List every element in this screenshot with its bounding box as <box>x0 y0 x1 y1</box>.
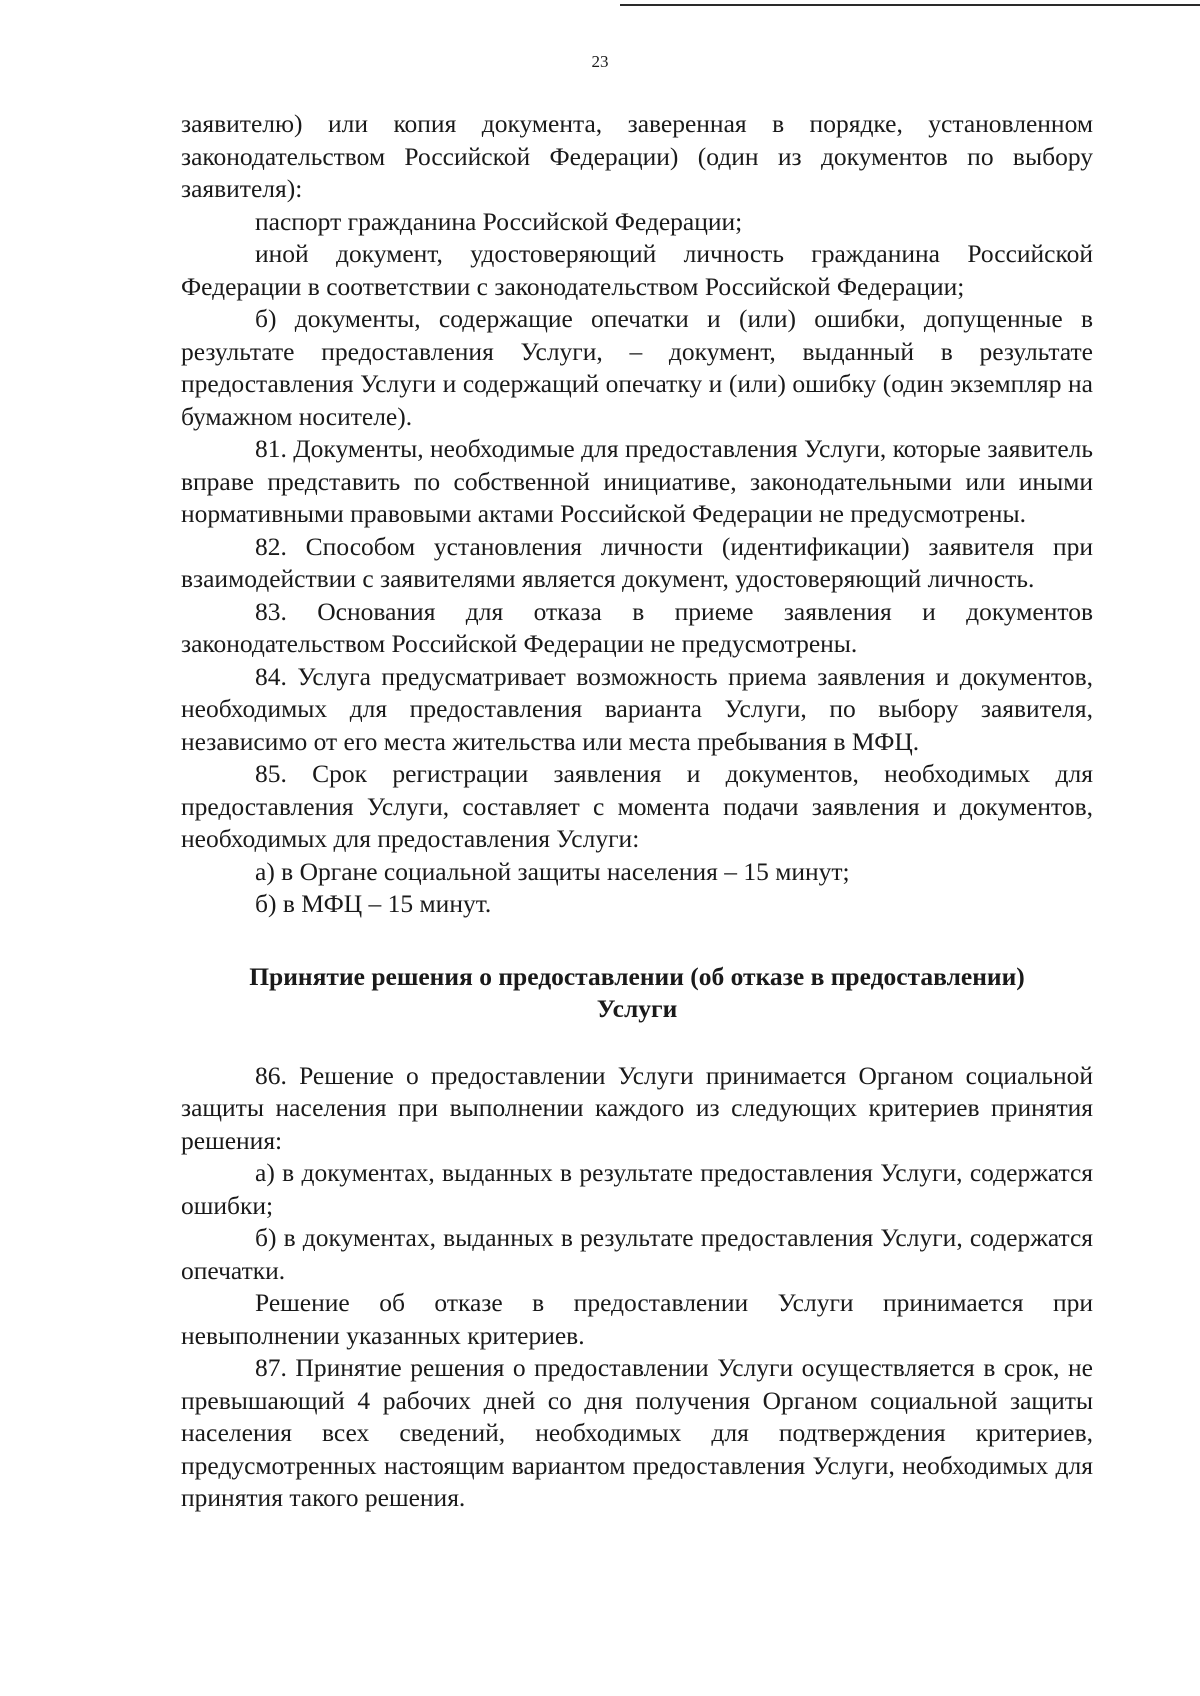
paragraph-86-item-a: а) в документах, выданных в результате предоставления Услуги, содержатся ошибки; <box>181 1158 1093 1220</box>
paragraph-83: 83. Основания для отказа в приеме заявления и документов законодательством Российской Федерации не предусмотрены. <box>181 596 1093 658</box>
paragraph-82: 82. Способом установления личности (идентификации) заявителя при взаимодействии с заявителями является документ, удостоверяющий личность. <box>181 531 1093 593</box>
document-body <box>181 108 1093 1515</box>
top-border-line <box>620 4 1200 6</box>
paragraph-81: 81. Документы, необходимые для предоставления Услуги, которые заявитель вправе представить по собственной инициативе, законодательными или иными нормативными правовыми актами Российской Федерации не предусмотрены. <box>181 434 1093 528</box>
paragraph-86: 86. Решение о предоставлении Услуги принимается Органом социальной защиты населения при выполнении каждого из следующих критериев принятия решения: <box>181 1060 1093 1155</box>
list-item-other-id: иной документ, удостоверяющий личность гражданина Российской Федерации в соответствии с законодательством Российской Федерации; <box>181 239 1093 301</box>
paragraph-87: 87. Принятие решения о предоставлении Услуги осуществляется в срок, не превышающий 4 рабочих дней со дня получения Органом социальной защиты населения всех сведений, необходимых для подтверждения критериев, предусмотренных настоящим вариантом предоставления Услуги, необходимых для принятия такого решения. <box>181 1353 1093 1512</box>
list-item-passport: паспорт гражданина Российской Федерации; <box>255 206 743 236</box>
section-heading-line1: Принятие решения о предоставлении (об отказе в предоставлении) <box>249 961 1025 991</box>
page-number: 23 <box>591 52 609 71</box>
paragraph-85-item-a: а) в Органе социальной защиты населения – 15 минут; <box>255 856 850 886</box>
section-heading-line2: Услуги <box>596 994 678 1023</box>
paragraph-85-item-b: б) в МФЦ – 15 минут. <box>255 889 492 918</box>
paragraph-item-b-errors: б) документы, содержащие опечатки и (или) ошибки, допущенные в результате предоставления Услуги, – документ, выданный в результате предоставления Услуги и содержащий опечатку и (или) ошибку (один экземпляр на бумажном носителе). <box>181 304 1093 431</box>
paragraph-86-item-b: б) в документах, выданных в результате предоставления Услуги, содержатся опечатки. <box>181 1223 1093 1285</box>
paragraph-continuation: заявителю) или копия документа, заверенная в порядке, установленном законодательством Российской Федерации) (один из документов по выбору заявителя): <box>181 109 1093 203</box>
paragraph-84: 84. Услуга предусматривает возможность приема заявления и документов, необходимых для предоставления варианта Услуги, по выбору заявителя, независимо от его места жительства или места пребывания в МФЦ. <box>181 661 1093 756</box>
section-heading <box>181 961 1093 1026</box>
paragraph-refusal-decision: Решение об отказе в предоставлении Услуги принимается при невыполнении указанных критериев. <box>181 1288 1093 1350</box>
paragraph-85: 85. Срок регистрации заявления и документов, необходимых для предоставления Услуги, составляет с момента подачи заявления и документов, необходимых для предоставления Услуги: <box>181 759 1093 853</box>
